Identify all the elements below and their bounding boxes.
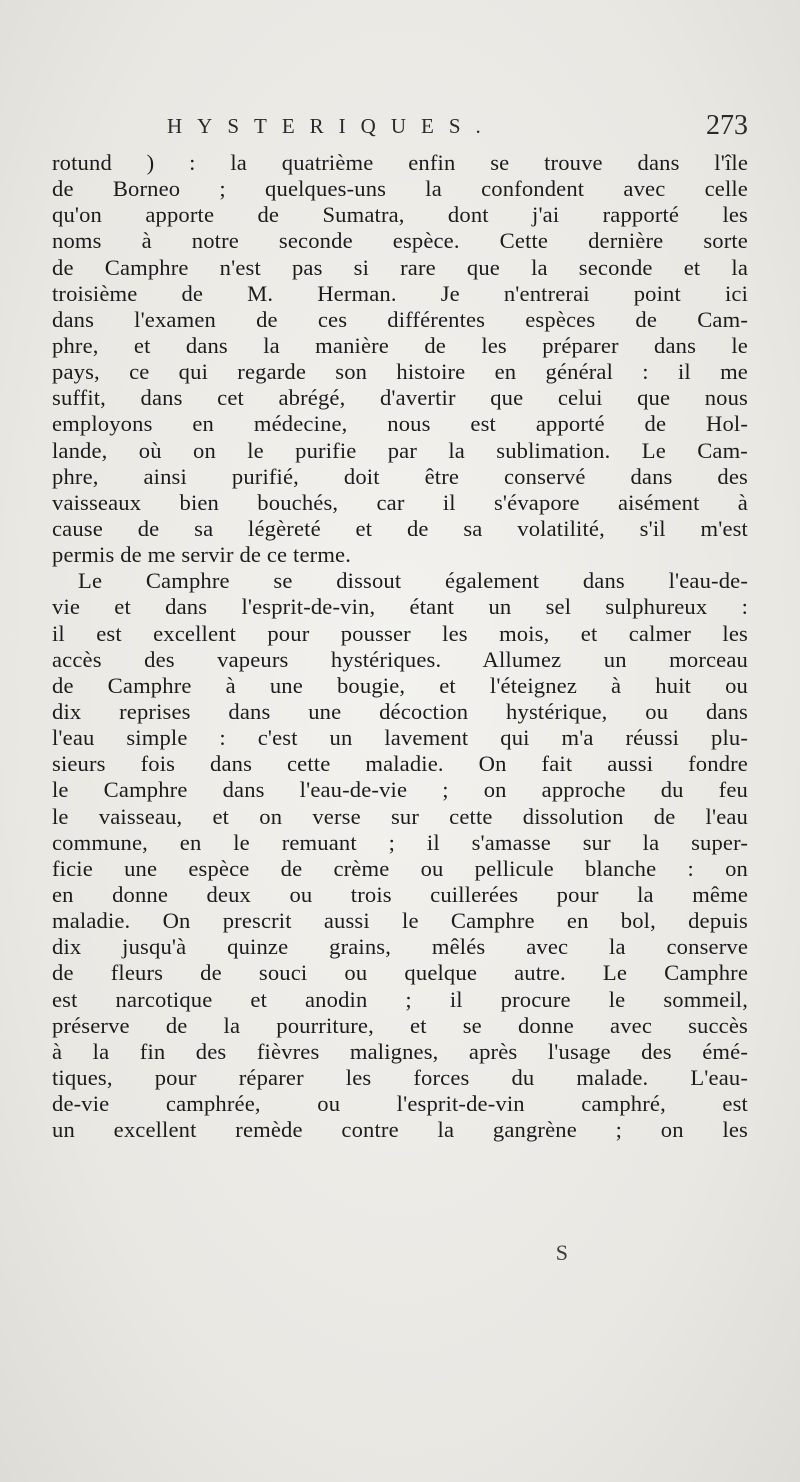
text-line: le Camphre dans l'eau-de-vie ; on approche du feu xyxy=(52,777,748,803)
text-line: Le Camphre se dissout également dans l'eau-de- xyxy=(78,568,748,594)
text-line: de fleurs de souci ou quelque autre. Le Camphre xyxy=(52,960,748,986)
body-text xyxy=(52,150,748,1143)
text-line: à la fin des fièvres malignes, après l'usage des émé- xyxy=(52,1038,748,1064)
text-line: lande, où on le purifie par la sublimation. Le Cam- xyxy=(52,437,748,463)
text-line: dix jusqu'à quinze grains, mêlés avec la conserve xyxy=(52,934,748,960)
text-line: un excellent remède contre la gangrène ; on les xyxy=(52,1117,748,1143)
text-line: l'eau simple : c'est un lavement qui m'a réussi plu- xyxy=(52,725,748,751)
text-line: suffit, dans cet abrégé, d'avertir que celui que nous xyxy=(52,385,748,411)
text-line: tiques, pour réparer les forces du malade. L'eau- xyxy=(52,1064,748,1090)
text-line: sieurs fois dans cette maladie. On fait aussi fondre xyxy=(52,751,748,777)
signature-mark: S xyxy=(555,1240,568,1265)
text-line: de Camphre n'est pas si rare que la seconde et la xyxy=(52,254,748,280)
text-line: permis de me servir de ce terme. xyxy=(52,542,352,568)
text-line: phre, et dans la manière de les préparer dans le xyxy=(52,332,748,358)
text-line: cause de sa légèreté et de sa volatilité, s'il m'est xyxy=(52,515,748,541)
text-line: de Camphre à une bougie, et l'éteignez à huit ou xyxy=(52,672,748,698)
text-line: troisième de M. Herman. Je n'entrerai point ici xyxy=(52,280,748,306)
text-line: vie et dans l'esprit-de-vin, étant un sel sulphureux : xyxy=(52,594,748,620)
text-line: employons en médecine, nous est apporté de Hol- xyxy=(52,411,748,437)
text-line: ficie une espèce de crème ou pellicule blanche : on xyxy=(52,855,748,881)
text-line: il est excellent pour pousser les mois, et calmer les xyxy=(52,620,748,646)
text-line: noms à notre seconde espèce. Cette dernière sorte xyxy=(52,228,748,254)
text-line: est narcotique et anodin ; il procure le sommeil, xyxy=(52,986,748,1012)
text-line: préserve de la pourriture, et se donne avec succès xyxy=(52,1012,748,1038)
text-line: de Borneo ; quelques-uns la confondent avec celle xyxy=(52,176,748,202)
text-line: en donne deux ou trois cuillerées pour la même xyxy=(52,881,748,907)
text-line: rotund⁠ ) : la quatrième enfin se trouve dans l'île xyxy=(52,150,748,175)
text-line: dix reprises dans une décoction hystérique, ou dans xyxy=(52,698,748,724)
text-line: de-vie camphrée, ou l'esprit-de-vin camphré, est xyxy=(52,1091,748,1117)
text-line: vaisseaux bien bouchés, car il s'évapore aisément à xyxy=(52,489,748,515)
text-line: commune, en le remuant ; il s'amasse sur la super- xyxy=(52,829,748,855)
text-line: maladie. On prescrit aussi le Camphre en bol, depuis xyxy=(52,908,748,934)
running-head: HYSTERIQUES. xyxy=(167,114,496,138)
page-number: 273 xyxy=(706,110,748,141)
text-line: le vaisseau, et on verse sur cette dissolution de l'eau xyxy=(52,803,748,829)
text-line: accès des vapeurs hystériques. Allumez un morceau xyxy=(52,646,748,672)
page-footer xyxy=(52,1240,748,1270)
text-line: dans l'examen de ces différentes espèces de Cam- xyxy=(52,306,748,332)
text-line: pays, ce qui regarde son histoire en général : il me xyxy=(52,359,748,385)
text-line: phre, ainsi purifié, doit être conservé dans des xyxy=(52,463,748,489)
page-header xyxy=(52,112,748,146)
text-line: qu'on apporte de Sumatra, dont j'ai rapporté les xyxy=(52,202,748,228)
